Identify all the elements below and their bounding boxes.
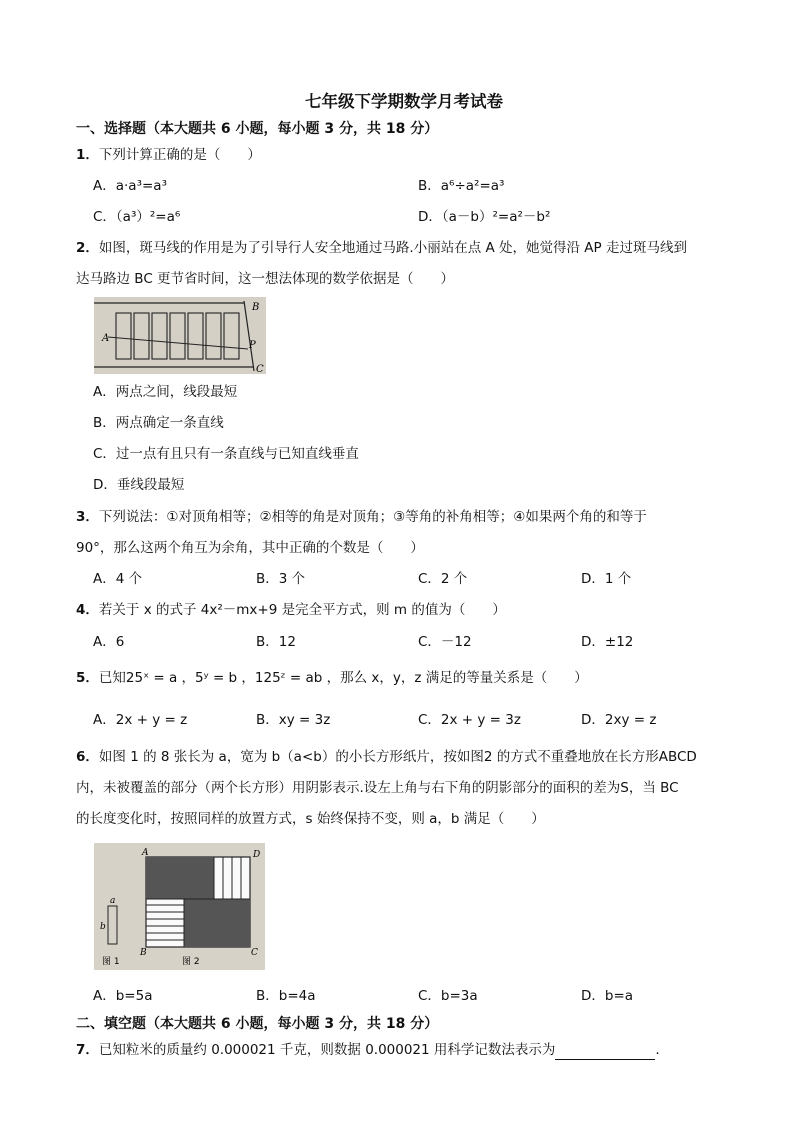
- corner-a-label: A: [142, 848, 149, 858]
- question-2: [76, 238, 687, 258]
- question-number: 4．: [76, 602, 99, 618]
- rectangle-tiling-figure: [94, 843, 265, 970]
- q1-option-a: A．a·a³=a³: [93, 178, 167, 194]
- q3-option-c: C．2 个: [418, 571, 468, 587]
- q1-option-d: D．（a－b）²=a²－b²: [418, 209, 551, 225]
- q1-option-b: B．a⁶÷a²=a³: [418, 178, 505, 194]
- question-number: 3．: [76, 509, 99, 525]
- q4-option-b: B．12: [256, 634, 296, 650]
- q1-option-c: C．（a³）²=a⁶: [93, 209, 181, 225]
- question-stem-line1: 如图，斑马线的作用是为了引导行人安全地通过马路.小丽站在点 A 处，她觉得沿 AP 走过斑马线到: [98, 240, 687, 256]
- zebra-crossing-figure: [94, 297, 266, 374]
- q2-option-d: D．垂线段最短: [93, 477, 185, 493]
- q4-option-d: D．±12: [581, 634, 634, 650]
- q5-option-b: B．xy = 3z: [256, 712, 331, 728]
- q3-option-b: B．3 个: [256, 571, 306, 587]
- point-b-label: B: [252, 302, 260, 313]
- point-p-label: P: [249, 340, 256, 351]
- question-6-line2: 内，未被覆盖的部分（两个长方形）用阴影表示.设左上角与右下角的阴影部分的面积的差为S，当 BC: [76, 780, 679, 796]
- figure-1-caption: 图 1: [102, 957, 120, 967]
- zebra-crossing-diagram: [94, 297, 266, 374]
- side-a-label: a: [110, 896, 116, 906]
- figure-2-caption: 图 2: [182, 957, 200, 967]
- q5-option-c: C．2x + y = 3z: [418, 712, 521, 728]
- point-c-label: C: [256, 364, 264, 374]
- q4-option-c: C．－12: [418, 634, 472, 650]
- point-a-label: A: [102, 333, 110, 344]
- question-3: [76, 507, 647, 527]
- corner-c-label: C: [251, 948, 258, 958]
- q3-option-a: A．4 个: [93, 571, 143, 587]
- rectangle-tiling-diagram: [94, 843, 265, 970]
- question-5: [76, 668, 588, 688]
- question-stem: 下列计算正确的是（ ）: [98, 147, 261, 163]
- section-heading-fill: 二、填空题（本大题共 6 小题，每小题 3 分，共 18 分）: [76, 1016, 439, 1032]
- side-b-label: b: [100, 922, 106, 932]
- q6-option-a: A．b=5a: [93, 988, 153, 1004]
- question-stem-line1: 下列说法：①对顶角相等；②相等的角是对顶角；③等角的补角相等；④如果两个角的和等于: [98, 509, 647, 525]
- q2-option-c: C．过一点有且只有一条直线与已知直线垂直: [93, 446, 359, 462]
- q2-option-b: B．两点确定一条直线: [93, 415, 224, 431]
- question-number: 1．: [76, 147, 99, 163]
- question-3-line2: 90°，那么这两个角互为余角，其中正确的个数是（ ）: [76, 540, 424, 556]
- question-6-line3: 的长度变化时，按照同样的放置方式，s 始终保持不变，则 a，b 满足（ ）: [76, 811, 545, 827]
- q4-option-a: A．6: [93, 634, 125, 650]
- question-end: .: [655, 1042, 660, 1058]
- q5-option-a: A．2x + y = z: [93, 712, 188, 728]
- q6-option-c: C．b=3a: [418, 988, 478, 1004]
- q6-option-b: B．b=4a: [256, 988, 316, 1004]
- question-4: [76, 600, 506, 620]
- q2-option-a: A．两点之间，线段最短: [93, 384, 238, 400]
- question-stem: 若关于 x 的式子 4x²－mx+9 是完全平方式，则 m 的值为（ ）: [98, 602, 506, 618]
- question-7: [76, 1040, 660, 1060]
- answer-blank[interactable]: [555, 1045, 655, 1060]
- corner-d-label: D: [253, 850, 261, 860]
- q3-option-d: D．1 个: [581, 571, 632, 587]
- question-number: 2．: [76, 240, 99, 256]
- section-heading-choice: 一、选择题（本大题共 6 小题，每小题 3 分，共 18 分）: [76, 121, 439, 137]
- question-number: 7．: [76, 1042, 99, 1058]
- question-number: 5．: [76, 670, 99, 686]
- q5-option-d: D．2xy = z: [581, 712, 657, 728]
- question-2-line2: 达马路边 BC 更节省时间，这一想法体现的数学依据是（ ）: [76, 271, 455, 287]
- question-number: 6．: [76, 749, 99, 765]
- question-stem: 已知25ˣ = a ，5ʸ = b ，125ᶻ = ab ，那么 x，y，z 满足的等量关系是（ ）: [98, 670, 588, 686]
- question-stem: 已知粒米的质量约 0.000021 千克，则数据 0.000021 用科学记数法表示为: [98, 1042, 556, 1058]
- question-1: [76, 145, 261, 165]
- question-stem-line1: 如图 1 的 8 张长为 a，宽为 b（a<b）的小长方形纸片，按如图2 的方式不重叠地放在长方形ABCD: [98, 749, 697, 765]
- corner-b-label: B: [140, 948, 147, 958]
- question-6: [76, 747, 697, 767]
- q6-option-d: D．b=a: [581, 988, 634, 1004]
- page-title: 七年级下学期数学月考试卷: [305, 92, 503, 111]
